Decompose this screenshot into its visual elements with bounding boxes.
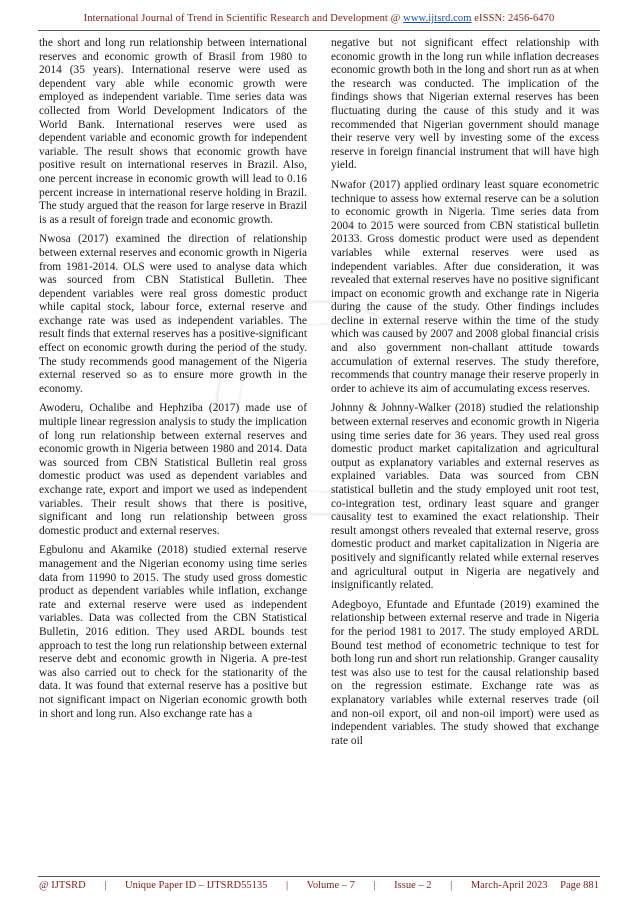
right-column [331,37,599,754]
footer-publisher: @ IJTSRD [39,880,86,891]
footer-divider [38,876,600,877]
footer-paper-id: Unique Paper ID – IJTSRD55135 [125,880,268,891]
paragraph: Johnny & Johnny-Walker (2018) studied the relationship between external reserves and economic growth in Nigeria using time series date for 36 years. They used real gross domestic product market capitalization and agricultural output as explanatory variables and external reserves as explained variables. Data was sourced from CBN statistical bulletin and the study employed unit root test, co-integration test, ordinary least square and granger causality test to examined the exact relationship. Their result amongst others revealed that external reserve, gross domestic product and market capitalization in Nigeria are positively and significantly related while external reserves and agricultural output in Nigeria are negatively and insignificantly related. [331,402,599,592]
journal-header [0,13,638,24]
journal-issn: eISSN: 2456-6470 [471,13,555,24]
paragraph: negative but not significant effect relationship with economic growth in the long run while inflation decreases economic growth both in the long and short run as at when the research was conducted. The implication of the findings shows that Nigerian external reserves has been fluctuating during the cause of this study and it was recommended that Nigerian government should manage their reserve very well by investing some of the excess reserve in foreign financial instrument that will have high yield. [331,37,599,172]
left-column [39,37,307,727]
journal-title: International Journal of Trend in Scientific Research and Development @ [83,13,404,24]
paragraph: Nwafor (2017) applied ordinary least square econometric technique to assess how external reserve can be a solution to economic growth in Nigeria. Time series data from 2004 to 2015 were sourced from CBN statistical bulletin 20133. Gross domestic product were used as dependent variables while external reserves were used as independent variables. After due consideration, it was revealed that external reserves have no positive significant impact on economic growth and exchange rate in Nigeria during the cause of the study. Other findings includes decline in external reserve within the time of the study which was caused by 2007 and 2008 global financial crisis and also government non-challant attitude towards accumulation of external reserves. The study therefore, recommends that country manage their reserve properly in order to achieve its aim of accumulating excess reserves. [331,178,599,395]
paragraph: Adegboyo, Efuntade and Efuntade (2019) examined the relationship between external reserve and trade in Nigeria for the period 1981 to 2017. The study employed ARDL Bound test method of econometric technique to test for both long run and short run relationship. Granger causality test was also use to test for the causal relationship based on the regression estimate. Exchange rate was as explanatory variables while external reserves trade (oil and non-oil export, oil and non-oil import) were used as independent variables. The study showed that exchange rate oil [331,598,599,747]
footer-date: March-April 2023 [470,880,548,891]
page-footer [39,880,599,891]
footer-page-number: Page 881 [560,880,599,891]
footer-separator: | [104,880,107,891]
footer-volume: Volume – 7 [306,880,355,891]
paragraph: Awoderu, Ochalibe and Hephziba (2017) made use of multiple linear regression analysis to study the implication of long run relationship between external reserves and economic growth in Nigeria between 1980 and 2014. Data was sourced from CBN Statistical Bulletin real gross domestic product was used as dependent variables and exchange rate, export and import we used as independent variables. Their result shows that there is positive, significant and long run relationship between gross domestic product and external reserves. [39,402,307,537]
journal-website-link[interactable]: www.ijtsrd.com [403,13,472,24]
footer-separator: | [373,880,376,891]
footer-issue: Issue – 2 [394,880,432,891]
header-divider [38,30,600,31]
footer-separator: | [285,880,289,891]
footer-separator: | [450,880,453,891]
paragraph: Nwosa (2017) examined the direction of relationship between external reserves and economic growth in Nigeria from 1981-2014. OLS were used to analyse data which was sourced from CBN Statistical Bulletin. Thee dependent variables were real gross domestic product while capital stock, labour force, external reserve and exchange rate was used as independent variables. The result finds that external reserves has a positive-significant effect on economic growth during the period of the study. The study recommends good management of the Nigeria external reserved so as to ensure more growth in the economy. [39,233,307,395]
paragraph: the short and long run relationship between international reserves and economic growth of Brasil from 1980 to 2014 (35 years). International reserve were used as dependent vary able while economic growth were employed as independent variable. Time series data was collected from World Development Indicators of the World Bank. International reserves were used as dependent variable and economic growth for independent variable. The result shows that economic growth have positive result on international reserves in Brazil. Also, one percent increase in economic growth will lead to 0.16 percent increase in international reserve holding in Brazil. The study argued that the reason for large reserve in Brazil is as a result of foreign trade and economic growth. [39,37,307,226]
paragraph: Egbulonu and Akamike (2018) studied external reserve management and the Nigerian economy using time series data from 11990 to 2015. The study used gross domestic product as dependent variables while inflation, exchange rate and external reserve were used as independent variables. Data was collected from the CBN Statistical Bulletin, 2016 edition. They used ARDL bounds test approach to test the long run relationship between external reserve debt and economic growth in Nigeria. A pre-test was also carried out to check for the stationarity of the data. It was found that external reserve has a positive but not significant impact on Nigerian economic growth both in short and long run. Also exchange rate has a [39,544,307,720]
